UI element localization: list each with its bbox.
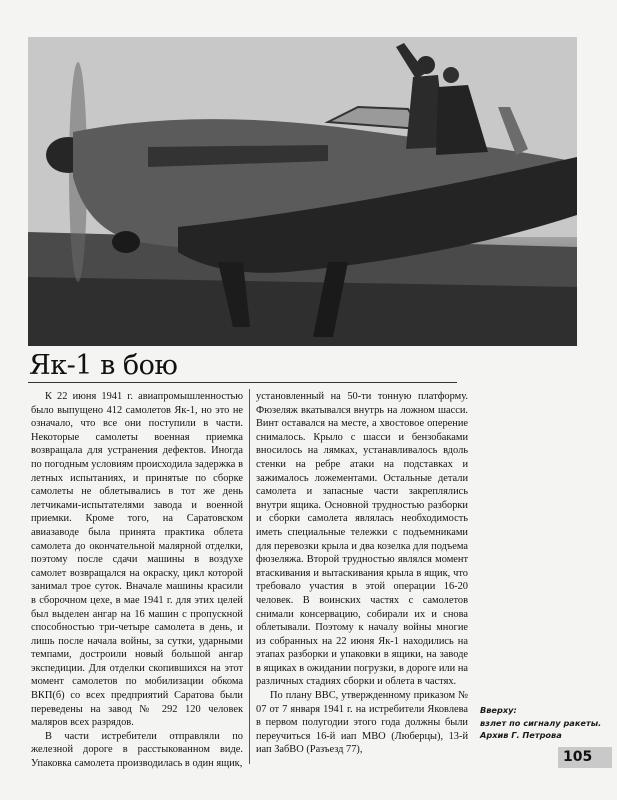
aircraft-photo (28, 37, 577, 346)
caption-line-position: Вверху: (480, 705, 517, 715)
paragraph: установленный на 50-ти тонную платформу. Фюзеляж вкатывался внутрь на ложном шасси. Винт оставался на месте, а хвостовое оперение снималось. Крыло с шасси и бензобаками вносилось на лямках, устанавливалось вдоль стенки на ребре атаки на подставках и зажималось ложементами. Остальные детали самолета и запасные части закреплялись внутри ящика. Основной трудностью разборки и сборки самолета являлась необходимость иметь специальные тележки с подъемниками для перевозки крыла и два козелка для подъема фюзеляжа. Второй трудностью являлся момент втаскивания и вытаскивания крыла в ящик, что требовало участия в этой операции 16-20 человек. В воинских частях с самолетов снимали консервацию, собирали их и снова облетывали. Поэтому к началу войны многие из собранных на 22 июня Як-1 находились на этапах разборки и упаковки в ящики, на заводе в ящиках в ожидании погрузки, в дороге или на различных стадиях сборки и облета в частях. (256, 391, 468, 688)
text-column-left (31, 390, 243, 771)
photo-caption (480, 704, 612, 742)
caption-line-source: Архив Г. Петрова (480, 730, 562, 740)
column-divider (249, 389, 250, 764)
yak1-photo-illustration (28, 37, 577, 346)
caption-line-description: взлет по сигналу ракеты. (480, 717, 602, 728)
paragraph: По плану ВВС, утвержденному приказом № 07 от 7 января 1941 г. на истребители Яковлева в первом полугодии этого года должны были переучиться 16-й иап МВО (Люберцы), 13-й иап ЗабВО (Разъезд 77), (256, 690, 468, 756)
heading-rule (28, 382, 457, 383)
paragraph: К 22 июня 1941 г. авиапромышленностью было выпущено 412 самолетов Як-1, но это не означало, что все они поступили в части. Некоторые самолеты военная приемка возвращала для устранения дефектов. Иногда по погодным условиям происходила задержка в летных испытаниях, и принятые по сборке самолеты не облетывались в тот же день летчиками-испытателями завода и военной приемки. Кроме того, на Саратовском авиазаводе была принята практика облета самолета до окончательной малярной отделки, поэтому после сдачи машины в воздухе самолет возвращался на окраску, цикл которой занимал трое суток. Вначале машины красили в сборочном цехе, в мае 1941 г. для этих целей был выделен ангар на 16 машин с пропускной способностью три-четыре самолета в день, и лишь после начала войны, за сутки, ударными темпами, достроили новый большой ангар экспедиции. Для отделки скопившихся на этот момент самолетов по мобилизации обкома ВКП(б) со всех предприятий Саратова были переведены на завод № 292 120 человек маляров всех разрядов. (31, 391, 243, 729)
text-column-right (256, 390, 468, 757)
paragraph: В части истребители отправляли по железной дороге в расстыкованном виде. Упаковка самолета производилась в один ящик, (31, 730, 243, 770)
article-heading: Як-1 в бою (29, 350, 178, 381)
page-number: 105 (558, 747, 612, 768)
